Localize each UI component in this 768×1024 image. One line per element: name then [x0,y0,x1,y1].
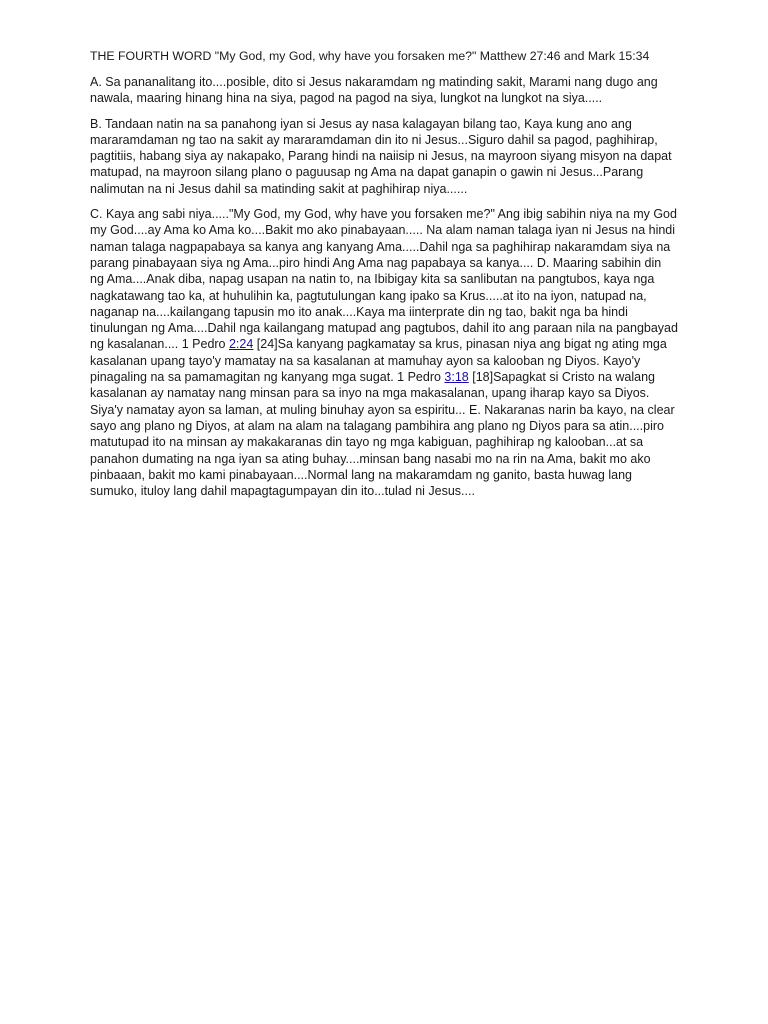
paragraph-c-text-1: C. Kaya ang sabi niya....."My God, my God, why have you forsaken me?" Ang ibig sabihin niya na my God my God....ay Ama ko Ama ko....Bakit mo ako pinabayaan..... Na alam naman talaga iyan ni Jesus na hindi naman talaga nagpapabaya sa kanya ang kanyang Ama.....Dahil nga sa paghihirap nakaramdam siya na parang pinabayaan siya ng Ama...piro hindi Ang Ama nag papabaya sa kanya.... D. Maaring sabihin din ng Ama....Anak diba, napag usapan na natin to, na Ibibigay kita sa sanlibutan na pangtubos, kaya nga nagkatawang tao ka, at huhulihin ka, pagtutulungan kang ipako sa Krus.....at ito na iyon, natupad na, naganap na....kailangang tapusin mo ito anak....Kaya ma iinterprate din ng tao, bakit nga ba hindi tinulungan ng Ama....Dahil nga kailangang matupad ang pagtubos, dahil ito ang paraan nila na pangbayad ng kasalanan.... 1 Pedro [90,207,678,352]
paragraph-c-text-2: [24]Sa kanyang pagkamatay sa krus, pinasan niya ang bigat ng ating mga kasalanan upang tayo'y mamatay na sa kasalanan at mamuhay ayon sa kalooban ng Diyos. Kayo'y pinagaling na sa pamamagitan ng kanyang mga sugat. 1 Pedro [90,337,667,385]
document-title: THE FOURTH WORD "My God, my God, why have you forsaken me?" Matthew 27:46 and Mark 15:34 [90,49,650,63]
paragraph-c [90,206,678,499]
paragraph-a: A. Sa pananalitang ito....posible, dito si Jesus nakaramdam ng matinding sakit, Marami nang dugo ang nawala, maaring hinang hina na siya, pagod na pagod na siya, lungkot na lungkot na siya..... [90,75,658,106]
verse-link-1-pedro-3-18[interactable]: 3:18 [444,370,469,385]
paragraph-b: B. Tandaan natin na sa panahong iyan si Jesus ay nasa kalagayan bilang tao, Kaya kung ano ang mararamdaman ng tao na sakit ay mararamdaman din ito ni Jesus...Siguro dahil sa pagod, paghihirap, pagtitiis, habang siya ay nakapako, Parang hindi na naiisip ni Jesus, na mayroon siyang misyon na dapat matupad, na mayroon silang plano o paguusap ng Ama na dapat ganapin o gawin ni Jesus...Parang nalimutan na ni Jesus dahil sa matinding sakit at paghihirap niya...... [90,116,672,196]
verse-link-1-pedro-2-24[interactable]: 2:24 [228,337,254,352]
paragraph-c-text-3: [18]Sapagkat si Cristo na walang kasalanan ay namatay nang minsan para sa inyo na mga makasalanan, upang iharap kayo sa Diyos. Siya'y namatay ayon sa laman, at muling binuhay ayon sa espiritu... E. Nakaranas narin ba kayo, na clear sayo ang plano ng Diyos, at alam na alam na talagang pambihira ang plano ng Diyos para sa atin....piro matutupad ito na minsan ay makakaranas din tayo ng mga kabiguan, paghihirap ng kalooban...at sa panahon dumating na nga iyan sa ating buhay....minsan bang nasabi mo na rin na Ama, bakit mo ako pinbaaan, bakit mo kami pinabayaan....Normal lang na makaramdam ng ganito, basta huwag lang sumuko, ituloy lang dahil mapagtagumpayan din ito...tulad ni Jesus.... [90,370,675,499]
document-page [90,48,678,508]
